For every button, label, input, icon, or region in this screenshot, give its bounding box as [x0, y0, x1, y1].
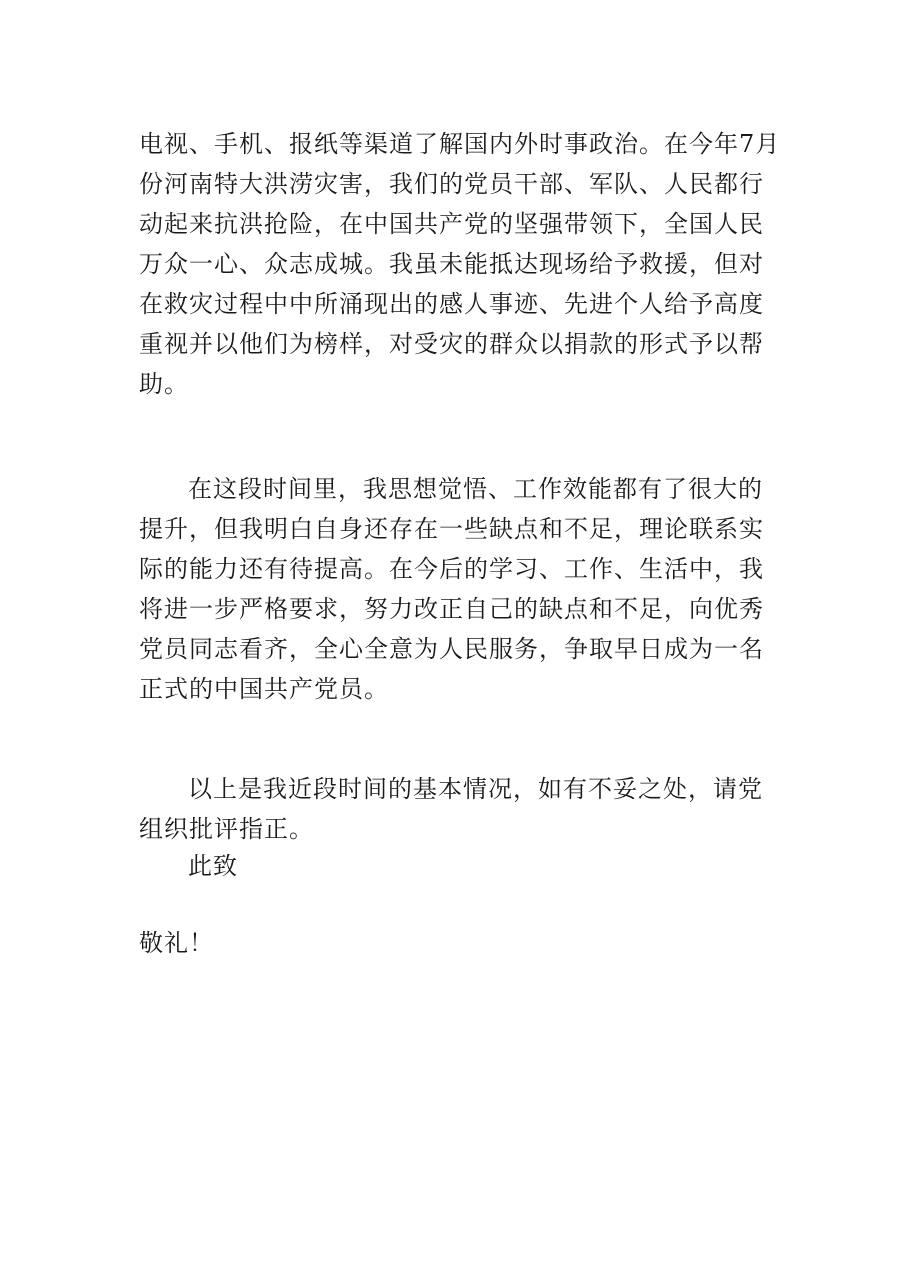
- paragraph-news-and-flood: [139, 124, 779, 404]
- text-line: 以上是我近段时间的基本情况，如有不妥之处，请党: [188, 775, 763, 803]
- text-line: 在这段时间里，我思想觉悟、工作效能都有了很大的: [188, 475, 763, 503]
- text-line: 电视、手机、报纸等渠道了解国内外时事政治。在今年7月: [139, 130, 781, 158]
- text-line: 重视并以他们为榜样，对受灾的群众以捐款的形式予以帮: [139, 330, 764, 358]
- text-line: 万众一心、众志成城。我虽未能抵达现场给予救援，但对: [139, 250, 764, 278]
- text-line: 党员同志看齐，全心全意为人民服务，争取早日成为一名: [139, 635, 764, 663]
- paragraph-self-assessment: [139, 469, 779, 709]
- text-line: 提升，但我明白自身还存在一些缺点和不足，理论联系实: [139, 515, 764, 543]
- paragraph-conclusion: [139, 769, 779, 849]
- salutation: [139, 923, 779, 963]
- closing-text: 此致: [188, 852, 238, 880]
- closing-phrase: [139, 846, 779, 886]
- text-line: 助。: [139, 370, 189, 398]
- text-line: 份河南特大洪涝灾害，我们的党员干部、军队、人民都行: [139, 170, 764, 198]
- text-line: 将进一步严格要求，努力改正自己的缺点和不足，向优秀: [139, 595, 764, 623]
- text-line: 在救灾过程中中所涌现出的感人事迹、先进个人给予高度: [139, 290, 764, 318]
- text-line: 动起来抗洪抢险，在中国共产党的坚强带领下，全国人民: [139, 210, 764, 238]
- text-line: 组织批评指正。: [139, 815, 314, 843]
- text-line: 正式的中国共产党员。: [139, 675, 389, 703]
- salutation-text: 敬礼！: [139, 929, 214, 957]
- text-line: 际的能力还有待提高。在今后的学习、工作、生活中，我: [139, 555, 764, 583]
